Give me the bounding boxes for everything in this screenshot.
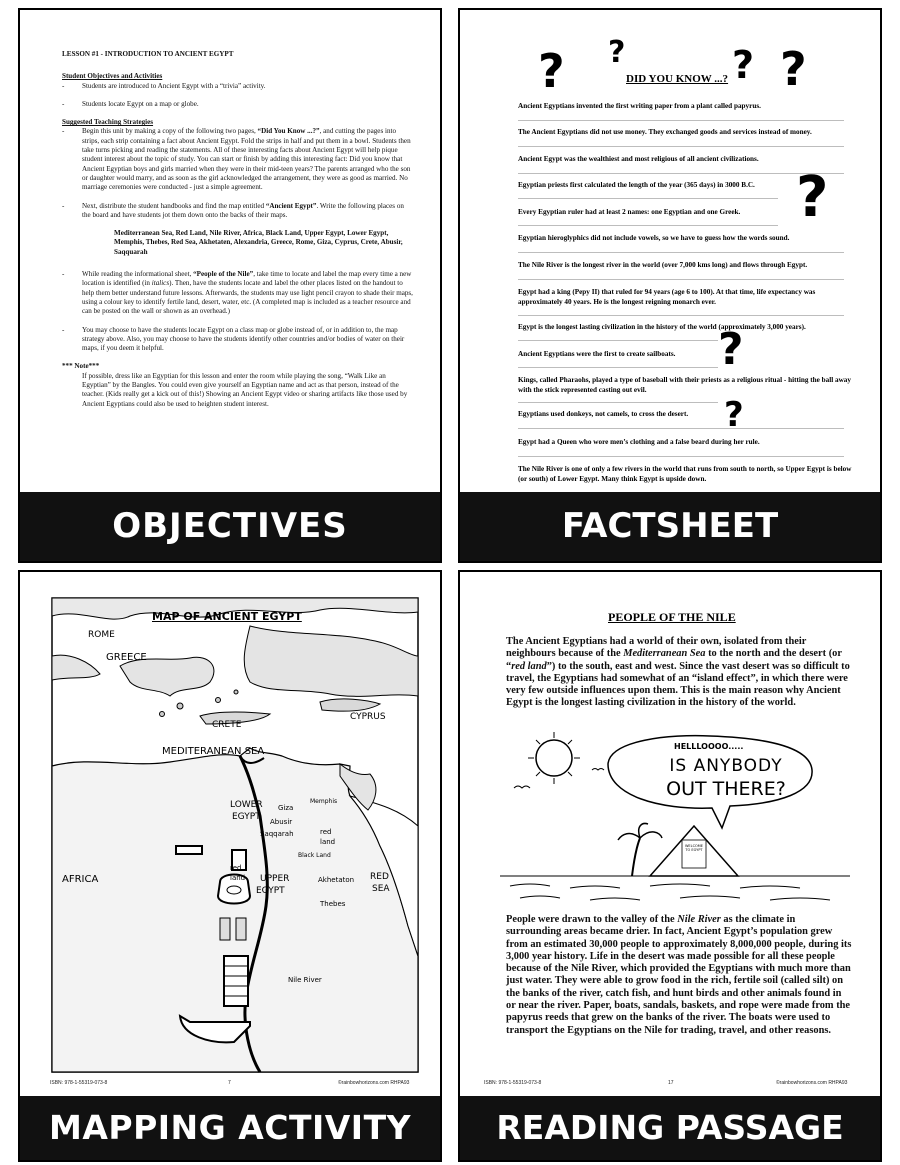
- map-label-red-sea-2: SEA: [372, 884, 390, 894]
- question-mark-icon: ?: [718, 324, 744, 375]
- map-label-egypt-lower: EGYPT: [232, 812, 261, 822]
- pyramid-sign: WELCOME TO EGYPT: [684, 844, 704, 852]
- strategy-item: While reading the informational sheet, “People of the Nile”, take time to locate and label the map every time a new location is identified (in italics). Then, have the students locate and label the other places listed on the handout to help them better understand future lessons. Afterwards, the students may use light pencil crayon to shade their maps, using a colour key to identify fertile land, desert, water, etc. (A completed map is included as a teacher resource and can be posted on the wall or shown as an overhead.): [82, 270, 413, 316]
- mapping-panel: [18, 570, 442, 1162]
- factsheet-panel: [458, 8, 882, 563]
- objectives-banner: OBJECTIVES: [20, 492, 440, 561]
- places-list: Mediterranean Sea, Red Land, Nile River, Africa, Black Land, Upper Egypt, Lower Egypt, Memphis, Thebes, Red Sea, Akhetaten, Alexandria, Greece, Rome, Giza, Cyprus, Crete, Abusir, Saqquarah: [114, 229, 403, 256]
- footer-page-number: 7: [228, 1080, 231, 1086]
- cartoon-hello: HELLLOOOO.....: [674, 742, 744, 751]
- map-label-giza: Giza: [278, 804, 294, 812]
- strategy-item: Next, distribute the student handbooks and find the map entitled “Ancient Egypt”. Write the following places on the board and have students jot them down onto the backs of their maps.: [82, 201, 404, 219]
- mapping-banner: MAPPING ACTIVITY: [20, 1096, 440, 1160]
- map-label-thebes: Thebes: [320, 900, 346, 908]
- map-title: MAP OF ANCIENT EGYPT: [152, 610, 302, 623]
- divider: [518, 120, 844, 121]
- map-label-black-land: Black Land: [298, 852, 331, 859]
- fact-item: Egyptian priests first calculated the length of the year (365 days) in 3000 B.C.: [518, 181, 755, 189]
- question-mark-icon: ?: [780, 42, 807, 96]
- map-label-abusir: Abusir: [270, 818, 293, 826]
- fact-item: Egyptians used donkeys, not camels, to cross the desert.: [518, 410, 689, 418]
- divider: [518, 402, 718, 403]
- cartoon-line-1: IS ANYBODY: [669, 756, 783, 776]
- map-label-red-land-west: red: [230, 864, 242, 872]
- fact-item: Egypt had a king (Pepy II) that ruled for 94 years (age 6 to 100). At that time, life expectancy was approximately 40 years. He is the longest reigning monarch ever.: [518, 288, 816, 306]
- map-label-lower: LOWER: [230, 800, 263, 810]
- map-label-red-sea-1: RED: [370, 872, 389, 882]
- reading-panel: [458, 570, 882, 1162]
- divider: [518, 252, 844, 253]
- fact-item: Ancient Egypt was the wealthiest and most religious of all ancient civilizations.: [518, 155, 759, 163]
- question-mark-icon: ?: [732, 43, 755, 87]
- fact-item: Every Egyptian ruler had at least 2 names: one Egyptian and one Greek.: [518, 208, 741, 216]
- footer-copyright: ©rainbowhorizons.com RHPA93: [338, 1080, 410, 1086]
- egypt-map: [50, 596, 420, 1074]
- reading-paragraph-2: People were drawn to the valley of the Nile River as the climate in surrounding areas became drier. In fact, Ancient Egypt’s population grew from an estimated 30,000 people to approximately 8,000,000 people, during its 3,000 year history. Life in the desert was made possible for all these people because of the Nile River, which provided the Egyptians with much more than just water. They were able to grow food in the rich, fertile soil (called silt) on the banks of the river, catch fish, and hunt birds and other animals found in or near the river. Paper, boats, sandals, baskets, and rope were made from the papyrus reeds that grew on the banks of the river. The boats were used to transport the Egyptians on the Nile for trading, travel, and other reasons.: [506, 914, 852, 1036]
- strategy-item: You may choose to have the students locate Egypt on a class map or globe instead of, or in addition to, the map strategy above. Also, you may choose to have the students identify other countries and/or bodies of water on their maps, if you deem it helpful.: [82, 325, 405, 353]
- map-label-greece: GREECE: [106, 652, 147, 663]
- map-label-red-land-west-2: land: [230, 874, 246, 882]
- divider: [518, 198, 778, 199]
- objectives-page: LESSON #1 - INTRODUCTION TO ANCIENT EGYPT Student Objectives and Activities - Students are introduced to Ancient Egypt with a “trivia” activity. - Students locate Egypt on a map or globe. Suggested Teaching Strategies - Begin this unit by making a copy of the following two pages, “Did You Know ...?”, and cutting the pages into strips, each strip containing a fact about Ancient Egypt. Fold the strips in half and put them in a bowl. Students then take turns picking and reading the statements. All of these interesting facts about Ancient Egypt will help pique student interest about the topic of study. You can start or finish by adding this interesting fact: Did you know that Ancient Egyptian boys and girls married when they were in their mid-teen years? The parents arranged who the son or daughter would marry, and as soon as the girl acknowledged the arrangement, they were as good as married. No marriage ceremonies were conducted - just a simple agreement. - Next, distribute the student handbooks and find the map entitled “Ancient Egypt”. Write the following places on the board and have students jot them down onto the backs of their maps. Mediterranean Sea, Red Land, Nile River, Africa, Black Land, Upper Egypt, Lower Egypt, Memphis, Thebes, Red Sea, Akhetaten, Alexandria, Greece, Rome, Giza, Cyprus, Crete, Abusir, Saqquarah - While reading the informational sheet, “People of the Nile”, take time to locate and label the map every time a new location is identified (in italics). Then, have the students locate and label the other places listed on the handout to help them better understand future lessons. Afterwards, the students may use light pencil crayon to shade their maps, using a colour key to identify fertile land, desert, water, etc. (A completed map is included as a teacher resource and can be posted on the wall or shown as an overhead.) - You may choose to have the students locate Egypt on a class map or globe instead of, or in addition to, the map strategy above. Also, you may choose to have the students identify other countries and/or bodies of water on their maps, if you deem it helpful. *** Note*** If possible, dress like an Egyptian for this lesson and enter the room while playing the song, “Walk Like an Egyptian” by the Bangles. You could even give yourself an Egyptian name and act as that person, instead of the teacher. (Kids really get a kick out of this!) Showing an Ancient Egypt video or sharing artifacts like those used by Ancient Egyptians could also be used to heighten student interest.: [62, 50, 413, 408]
- question-mark-icon: ?: [608, 35, 626, 70]
- question-mark-icon: ?: [724, 395, 744, 435]
- fact-item: Egyptian hieroglyphics did not include vowels, so we have to guess how the words sound.: [518, 234, 790, 242]
- map-label-cyprus: CYPRUS: [350, 712, 386, 722]
- divider: [518, 225, 778, 226]
- fact-item: The Nile River is one of only a few rivers in the world that runs from south to north, so Upper Egypt is below (or south) of Lower Egypt. Many think Egypt is upside down.: [518, 465, 852, 483]
- section-heading-strategies: Suggested Teaching Strategies: [62, 118, 154, 127]
- divider: [518, 173, 844, 174]
- strategy-item: Begin this unit by making a copy of the following two pages, “Did You Know ...?”, and cutting the pages into strips, each strip containing a fact about Ancient Egypt. Fold the strips in half and put them in a bowl. Students then take turns picking and reading the statements. All of these interesting facts about Ancient Egypt will help pique student interest about the topic of study. You can start or finish by adding this interesting fact: Did you know that Ancient Egyptian boys and girls married when they were in their mid-teen years? The parents arranged who the son or daughter would marry, and as soon as the girl acknowledged the arrangement, they were as good as married. No marriage ceremonies were conducted - just a simple agreement.: [82, 127, 411, 192]
- footer-page-number: 17: [668, 1080, 674, 1086]
- map-label-sea: MEDITERANEAN SEA: [162, 746, 265, 757]
- map-label-africa: AFRICA: [62, 874, 99, 885]
- divider: [518, 367, 718, 368]
- map-label-egypt-upper: EGYPT: [256, 886, 285, 896]
- section-heading-objectives: Student Objectives and Activities: [62, 72, 163, 81]
- divider: [518, 279, 844, 280]
- objective-item: Students are introduced to Ancient Egypt with a “trivia” activity.: [82, 81, 266, 90]
- map-label-red-land-east: red: [320, 828, 332, 836]
- map-label-saqqarah: Saqqarah: [260, 830, 294, 838]
- map-label-nile-river: Nile River: [288, 976, 322, 984]
- map-label-akhetaton: Akhetaton: [318, 876, 355, 884]
- fact-item: The Ancient Egyptians did not use money. They exchanged goods and services instead of money.: [518, 128, 812, 136]
- footer-copyright: ©rainbowhorizons.com RHPA93: [776, 1080, 848, 1086]
- reading-title: PEOPLE OF THE NILE: [608, 610, 736, 624]
- fact-item: Ancient Egyptians were the first to create sailboats.: [518, 350, 676, 358]
- fact-item: Kings, called Pharaohs, played a type of baseball with their priests as a religious ritual - hitting the ball away with the stick represented casting out evil.: [518, 376, 851, 394]
- cartoon-line-2: OUT THERE?: [666, 778, 786, 800]
- map-label-red-land-east-2: land: [320, 838, 336, 846]
- fact-item: Ancient Egyptians invented the first writing paper from a plant called papyrus.: [518, 102, 761, 110]
- note-label: *** Note***: [62, 362, 100, 371]
- reading-paragraph-1: The Ancient Egyptians had a world of their own, isolated from their neighbours because of the Mediterranean Sea to the north and the desert (or “red land”) to the south, east and west. Since the vast desert was so difficult to travel, the Egyptians had somewhat of an “island effect”, in which there were very few outside influences upon them. This is the main reason why Ancient Egypt is the longest lasting civilization in the history of the world.: [506, 636, 850, 709]
- note-text: If possible, dress like an Egyptian for this lesson and enter the room while playing the song, “Walk Like an Egyptian” by the Bangles. You could even give yourself an Egyptian name and act as that person, instead of the teacher. (Kids really get a kick out of this!) Showing an Ancient Egypt video or sharing artifacts like those used by Ancient Egyptians could also be used to heighten student interest.: [82, 371, 408, 408]
- map-label-rome: ROME: [88, 630, 115, 640]
- divider: [518, 315, 844, 316]
- question-mark-icon: ?: [796, 165, 829, 230]
- fact-item: The Nile River is the longest river in the world (over 7,000 kms long) and flows through Egypt.: [518, 261, 808, 269]
- divider: [518, 340, 718, 341]
- objectives-panel: [18, 8, 442, 563]
- factsheet-title: DID YOU KNOW ...?: [626, 73, 729, 85]
- fact-item: Egypt is the longest lasting civilization in the history of the world (approximately 3,000 years).: [518, 323, 806, 331]
- map-label-crete: CRETE: [212, 720, 242, 730]
- question-mark-icon: ?: [538, 44, 565, 98]
- map-label-upper: UPPER: [260, 874, 290, 884]
- lesson-title: LESSON #1 - INTRODUCTION TO ANCIENT EGYPT: [62, 50, 234, 58]
- divider: [518, 456, 844, 457]
- objective-item: Students locate Egypt on a map or globe.: [82, 99, 199, 108]
- factsheet-banner: FACTSHEET: [460, 492, 880, 561]
- divider: [518, 146, 844, 147]
- fact-item: Egypt had a Queen who wore men’s clothing and a false beard during her rule.: [518, 438, 760, 446]
- map-label-memphis: Memphis: [310, 798, 338, 805]
- reading-banner: READING PASSAGE: [460, 1096, 880, 1160]
- footer-isbn: ISBN: 978-1-55319-073-8: [484, 1080, 542, 1086]
- divider: [518, 428, 844, 429]
- footer-isbn: ISBN: 978-1-55319-073-8: [50, 1080, 108, 1086]
